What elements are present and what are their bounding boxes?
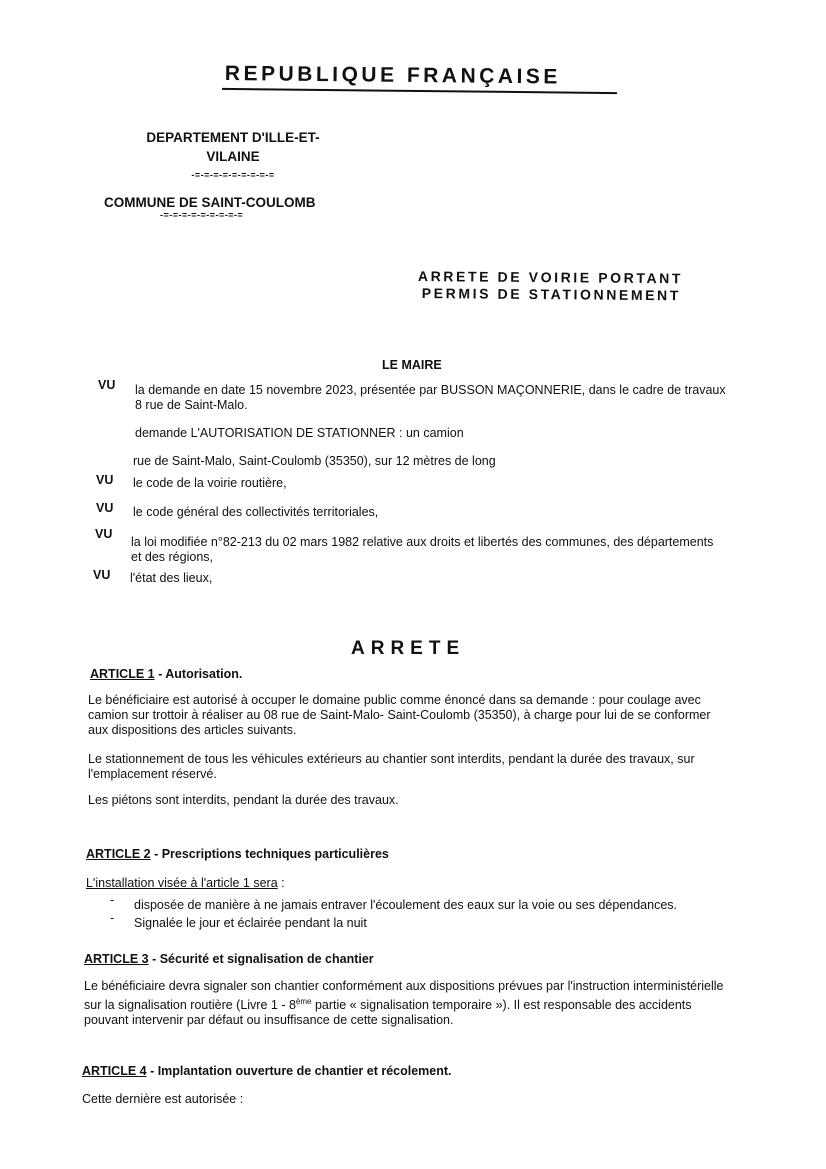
article1-p1-line1: Le bénéficiaire est autorisé à occuper le domaine public comme énoncé dans sa demande : pour coulage avec	[88, 693, 701, 707]
article1-paragraph3: Les piétons sont interdits, pendant la durée des travaux.	[88, 793, 399, 807]
article2-intro-text: L'installation visée à l'article 1 sera	[86, 876, 278, 890]
vu-code-voirie: le code de la voirie routière,	[133, 476, 287, 490]
article3-line2-a: sur la signalisation routière (Livre 1 - 8	[84, 998, 296, 1013]
commune-block	[104, 195, 316, 220]
vu-label: VU	[95, 527, 113, 541]
bullet-dash: -	[110, 893, 115, 907]
vu-demande-line1: la demande en date 15 novembre 2023, présentée par BUSSON MAÇONNERIE, dans le cadre de travaux	[135, 383, 726, 397]
vu-etat-des-lieux: l'état des lieux,	[130, 571, 213, 585]
article3-heading	[84, 952, 374, 966]
article2-number: ARTICLE 2	[86, 847, 151, 861]
article1-p1-line3: aux dispositions des articles suivants.	[88, 723, 297, 737]
separator: -=-=-=-=-=-=-=-=-=	[191, 170, 275, 180]
article2-title: - Prescriptions techniques particulières	[150, 847, 389, 861]
article4-paragraph: Cette dernière est autorisée :	[82, 1092, 244, 1106]
article1-paragraph2	[88, 752, 695, 782]
vu-label: VU	[96, 473, 114, 487]
vu-demande	[135, 383, 726, 413]
article1-number: ARTICLE 1	[90, 667, 155, 681]
arrete-title-line1: ARRETE DE VOIRIE PORTANT	[417, 268, 684, 287]
article2-intro	[86, 876, 285, 891]
article3-superscript: ème	[295, 997, 312, 1006]
article3-line2-b: partie « signalisation temporaire »). Il est responsable des accidents	[311, 998, 692, 1013]
bullet-dash: -	[110, 911, 115, 925]
vu-loi-line2: et des régions,	[131, 550, 213, 564]
departement-block	[128, 128, 338, 185]
arrete-heading: ARRETE	[351, 638, 466, 659]
article2-bullet1: disposée de manière à ne jamais entraver l'écoulement des eaux sur la voie ou ses dépendances.	[134, 898, 677, 912]
article1-p2-line2: l'emplacement réservé.	[88, 767, 217, 781]
article3-line2	[84, 994, 724, 1013]
commune-name: COMMUNE DE SAINT-COULOMB	[104, 195, 316, 210]
article1-p1-line2: camion sur trottoir à réaliser au 08 rue de Saint-Malo- Saint-Coulomb (35350), à charge pour lui de se conformer	[88, 708, 711, 722]
republique-heading: REPUBLIQUE FRANÇAISE	[224, 62, 562, 89]
article3-paragraph	[84, 979, 724, 1028]
article2-intro-colon: :	[277, 876, 285, 890]
article3-line1: Le bénéficiaire devra signaler son chantier conformément aux dispositions prévues par l'instruction interministérielle	[84, 979, 724, 993]
article1-p2-line1: Le stationnement de tous les véhicules extérieurs au chantier sont interdits, pendant la durée des travaux, sur	[88, 752, 695, 766]
article4-number: ARTICLE 4	[82, 1064, 147, 1078]
vu-label: VU	[96, 501, 114, 515]
vu-code-collectivites: le code général des collectivités territoriales,	[133, 505, 379, 519]
arrete-title	[418, 268, 683, 304]
vu-loi-line1: la loi modifiée n°82-213 du 02 mars 1982 relative aux droits et libertés des communes, des départements	[131, 535, 714, 549]
le-maire: LE MAIRE	[382, 358, 442, 372]
article3-line3: pouvant intervenir par défaut ou insuffisance de cette signalisation.	[84, 1013, 454, 1028]
arrete-title-line2: PERMIS DE STATIONNEMENT	[421, 285, 682, 304]
article3-title: - Sécurité et signalisation de chantier	[148, 952, 374, 966]
article1-heading	[90, 667, 242, 681]
article3-number: ARTICLE 3	[84, 952, 149, 966]
vu-label: VU	[98, 378, 116, 392]
separator: -=-=-=-=-=-=-=-=-=	[160, 210, 244, 220]
departement-line1: DEPARTEMENT D'ILLE-ET-	[146, 130, 320, 145]
article2-heading	[86, 847, 389, 861]
article4-heading	[82, 1064, 452, 1078]
departement-line2: VILAINE	[206, 149, 260, 164]
vu-demande-line2: 8 rue de Saint-Malo.	[135, 398, 248, 412]
vu-demande-lieu: rue de Saint-Malo, Saint-Coulomb (35350), sur 12 mètres de long	[133, 454, 496, 468]
article1-paragraph1	[88, 693, 711, 738]
article2-bullet2: Signalée le jour et éclairée pendant la nuit	[134, 916, 367, 930]
vu-label: VU	[93, 568, 111, 582]
vu-demande-autorisation: demande L'AUTORISATION DE STATIONNER : un camion	[135, 426, 464, 440]
vu-loi	[131, 535, 713, 565]
article1-title: - Autorisation.	[154, 667, 243, 681]
article4-title: - Implantation ouverture de chantier et récolement.	[146, 1064, 452, 1078]
